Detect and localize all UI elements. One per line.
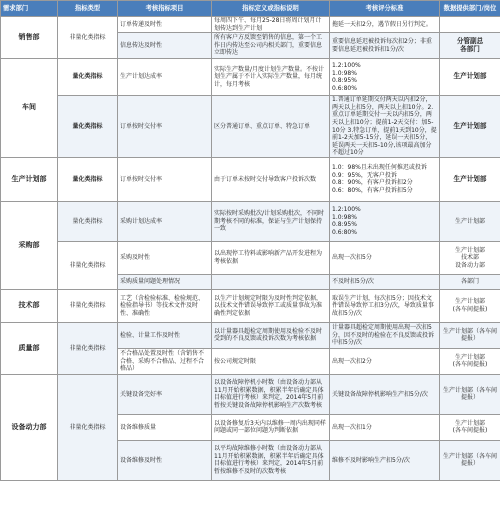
indicator-type-cell: 量化类指标 (58, 59, 118, 96)
kpi-item-cell: 采购及时性 (118, 241, 212, 274)
definition-cell: 以计量器具超检定周期使用及检验不及时受到的不良反馈或投诉次数为考核依据 (212, 322, 330, 348)
kpi-item-cell: 订单按时交付率 (118, 96, 212, 158)
definition-cell: 实际按时采购批次/计划采购批次，不同时期考核不同的标准，保证与生产计划保持一致 (212, 201, 330, 241)
provider-cell: 分管副总 各部门 (440, 33, 500, 59)
definition-cell: 区分普通订单、重点订单、特急订单 (212, 96, 330, 158)
provider-cell: 生产计划部（各车间提报） (440, 322, 500, 348)
header-department: 需求部门 (1, 1, 58, 17)
department-cell: 质量部 (1, 322, 58, 374)
provider-cell: 生产计划部（各车间提报） (440, 440, 500, 480)
department-cell: 技术部 (1, 289, 58, 322)
header-data-provider: 数据提供部门/岗位 (440, 1, 500, 17)
indicator-type-cell: 量化类指标 (58, 201, 118, 241)
table-row (1, 241, 500, 274)
provider-cell: 生产计划部 (各车间提报) (440, 289, 500, 322)
standard-cell: 拖延一天扣2分，遇节假日另行判定。 (330, 17, 440, 33)
indicator-type-cell: 非量化类指标 (58, 322, 118, 374)
indicator-type-cell: 非量化类指标 (58, 289, 118, 322)
standard-cell: 不及时扣5分/次 (330, 274, 440, 289)
department-cell: 采购部 (1, 201, 58, 289)
indicator-type-cell: 量化类指标 (58, 96, 118, 158)
standard-cell: 计量器具超检定周期使用出现一次扣5分，因不及时的检验在不良反馈或投诉中扣5分/次 (330, 322, 440, 348)
kpi-item-cell: 生产计划达成率 (118, 59, 212, 96)
kpi-item-cell: 订单按时交付率 (118, 157, 212, 201)
header-definition: 指标定义或指标说明 (212, 1, 330, 17)
standard-cell: 1.0：98%且未出现任何推迟或投诉 0.9：95%，无客户投诉 0.8：90%，有客户投诉扣2分 0.6：80%，有客户投诉扣5分 (330, 157, 440, 201)
kpi-item-cell: 关键设备完好率 (118, 374, 212, 414)
definition-cell: 以平均故障维修小时数（由设备动力部从11月开始积累数据，积累半年后确定具体目标值进行考核）来判定，2014年5月前暂按维修不及时的次数考核 (212, 440, 330, 480)
provider-cell: 生产计划部 (各车间提报) (440, 348, 500, 374)
standard-cell: 1.2:100% 1.0:98% 0.8:95% 0.6:80% (330, 201, 440, 241)
kpi-item-cell: 采购计划达成率 (118, 201, 212, 241)
kpi-item-cell: 设备维修及时性 (118, 440, 212, 480)
indicator-type-cell: 非量化类指标 (58, 374, 118, 480)
indicator-type-cell: 非量化类指标 (58, 17, 118, 59)
header-indicator-type: 指标类型 (58, 1, 118, 17)
standard-cell: 出现一次扣5分 (330, 241, 440, 274)
definition-cell: 以生产计划规定时限为及时性判定依据，以技术文件错误导致停工或质量事故为准确性判定依据 (212, 289, 330, 322)
provider-cell: 各部门 (440, 274, 500, 289)
table-row (1, 96, 500, 158)
definition-cell: 按公司规定时限 (212, 348, 330, 374)
standard-cell: 1.普通订单延期交付两天以内扣2分，两天以上扣5分，两天以上扣10分。2.重点订单延期交付一天以内扣5分，两天以上扣10分；提前1-2天交付：加5-10分 3.特急订单，提前1天到10分，提前1-2天加5-15分，延误一天扣5分，延误两天一天扣5-10分,该项最高加分不超过10分 (330, 96, 440, 158)
provider-cell: 生产计划部 (各车间提报) (440, 414, 500, 440)
department-cell: 销售部 (1, 17, 58, 59)
kpi-item-cell: 信息传达及时性 (118, 33, 212, 59)
header-scoring-standard: 考核评分标准 (330, 1, 440, 17)
provider-cell: 生产计划部（各车间提报） (440, 374, 500, 414)
indicator-type-cell: 非量化类指标 (58, 241, 118, 289)
standard-cell: 出现一次扣1分 (330, 414, 440, 440)
standard-cell: 关键设备故障停机影响生产扣5分/次 (330, 374, 440, 414)
department-cell: 生产计划部 (1, 157, 58, 201)
standard-cell: 维修不及时影响生产扣5分/次 (330, 440, 440, 480)
provider-cell: 生产计划部 (440, 96, 500, 158)
definition-cell: 以设备故障停机小时数（由设备动力部从11月开始积累数据，积累半年后确定具体目标值进行考核）来判定，2014年5月前暂按关键设备故障停机影响生产次数考核 (212, 374, 330, 414)
definition-cell: 以出现停工待料或影响新产品开发进程为考核依据 (212, 241, 330, 274)
table-row (1, 374, 500, 414)
definition-cell: 由于订单未按时交付导致客户投诉次数 (212, 157, 330, 201)
provider-cell (440, 17, 500, 33)
standard-cell: 重要信息延迟被投诉每次扣2分；非重要信息延迟被投诉扣1分/次 (330, 33, 440, 59)
kpi-item-cell: 订单传递及时性 (118, 17, 212, 33)
definition-cell (212, 274, 330, 289)
kpi-item-cell: 检验、计量工作及时性 (118, 322, 212, 348)
definition-cell: 实际生产数量/月度计划生产数量。不按计划生产属于不计入实际生产数量，每月统计，每月考核 (212, 59, 330, 96)
indicator-type-cell: 量化类指标 (58, 157, 118, 201)
table-row (1, 59, 500, 96)
standard-cell: 1.2:100% 1.0:98% 0.8:95% 0.6:80% (330, 59, 440, 96)
definition-cell: 所有客户方反馈至销售的信息，第一个工作日内传达至公司内相关部门，重要信息立即传达 (212, 33, 330, 59)
provider-cell: 生产计划部 技术部 设备动力部 (440, 241, 500, 274)
definition-cell: 每周四下午、每月25-28日将周计划月计划传达到生产计划 (212, 17, 330, 33)
kpi-item-cell: 采购质量问题处理情况 (118, 274, 212, 289)
kpi-item-cell: 工艺（含检验标准、检验规范、检验指导书）等技术文件及时性、准确性 (118, 289, 212, 322)
header-kpi-item: 考核指标项目 (118, 1, 212, 17)
table-row (1, 17, 500, 33)
provider-cell: 生产计划部 (440, 59, 500, 96)
header-row (1, 1, 500, 17)
provider-cell: 生产计划部 (440, 201, 500, 241)
kpi-item-cell: 不合格品处置及时性（含销售不合格、采购不合格品、过程不合格品） (118, 348, 212, 374)
department-cell: 车间 (1, 59, 58, 158)
definition-cell: 以设备修复后3天内以维修一周内出现同样问题或同一部位问题为判断依据 (212, 414, 330, 440)
table-row (1, 322, 500, 348)
department-cell: 设备动力部 (1, 374, 58, 480)
table-row (1, 289, 500, 322)
standard-cell: 取误生产计划，每次扣5分；因技术文件错误导致停工扣3分/次，导致质量事故扣5分/次 (330, 289, 440, 322)
standard-cell: 出现一次扣2分 (330, 348, 440, 374)
table-row (1, 157, 500, 201)
table-row (1, 201, 500, 241)
kpi-item-cell: 设备维修质量 (118, 414, 212, 440)
provider-cell: 生产计划部 (440, 157, 500, 201)
